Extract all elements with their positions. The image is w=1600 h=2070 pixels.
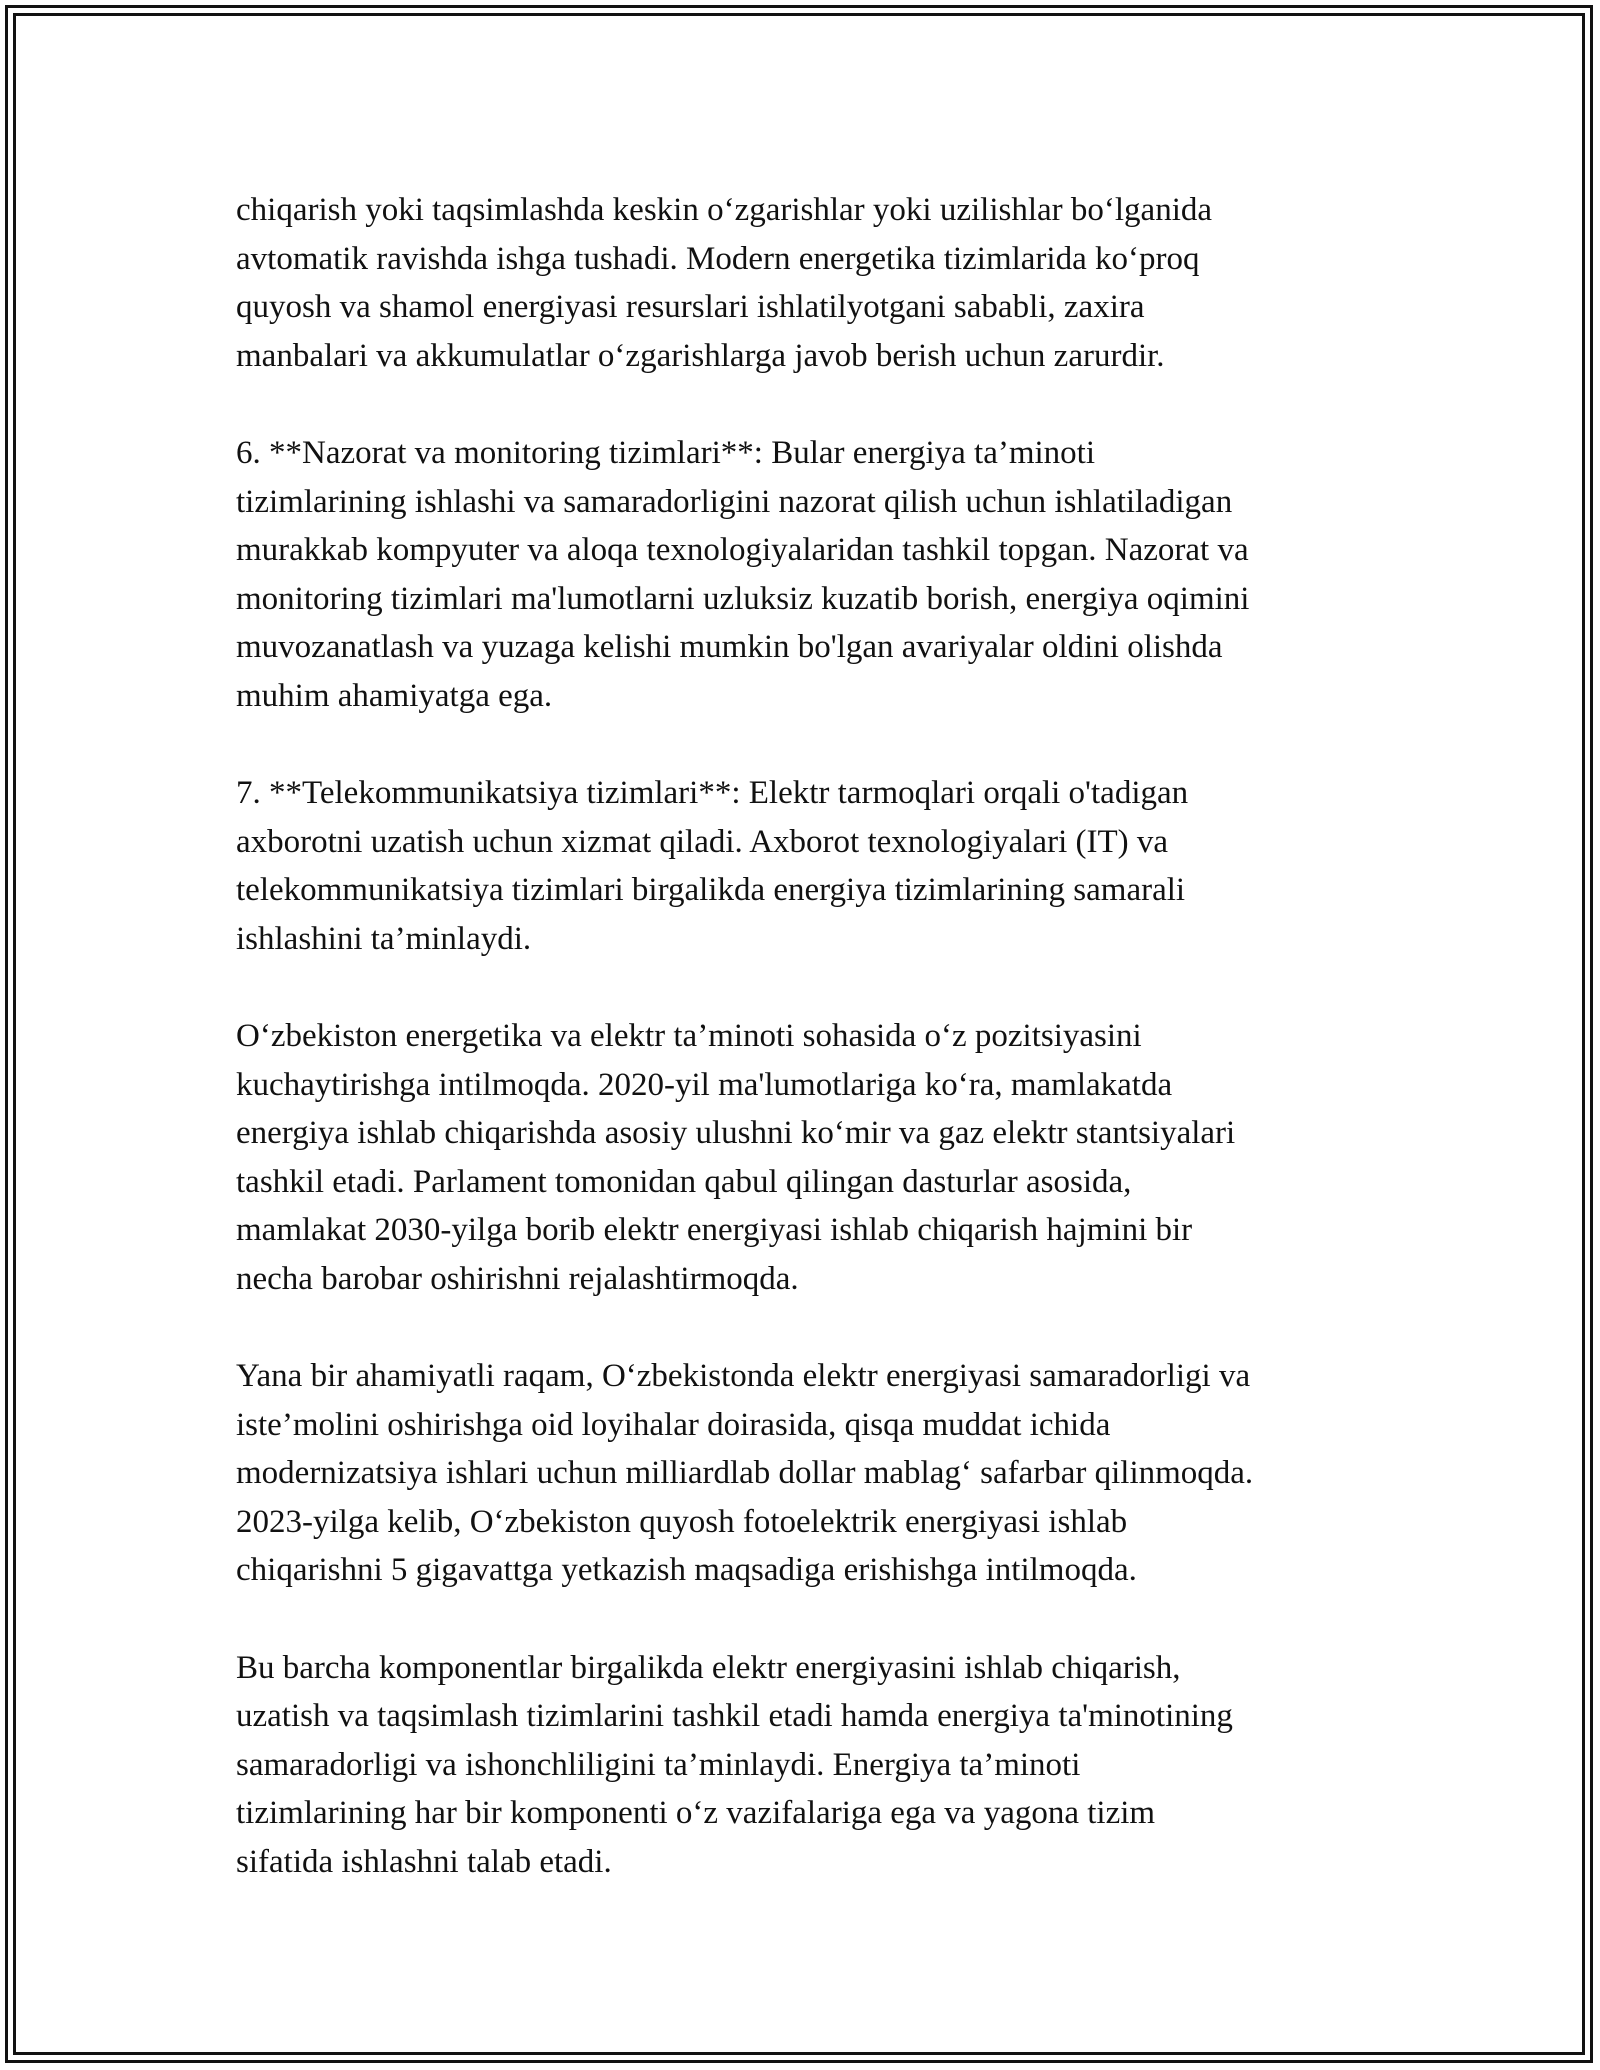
paragraph-uzbekistan-energy <box>236 1012 1386 1303</box>
text-line: chiqarishni 5 gigavattga yetkazish maqsadiga erishishga intilmoqda. <box>236 1552 1137 1588</box>
text-line: murakkab kompyuter va aloqa texnologiyalaridan tashkil topgan. Nazorat va <box>236 532 1249 568</box>
text-line: 7. **Telekommunikatsiya tizimlari**: Elektr tarmoqlari orqali o'tadigan <box>236 775 1189 811</box>
text-line: mamlakat 2030-yilga borib elektr energiyasi ishlab chiqarish hajmini bir <box>236 1212 1193 1248</box>
text-line: kuchaytirishga intilmoqda. 2020-yil ma'lumotlariga ko‘ra, mamlakatda <box>236 1066 1173 1103</box>
text-line: muvozanatlash va yuzaga kelishi mumkin bo'lgan avariyalar oldini olishda <box>236 629 1223 665</box>
text-line: 2023-yilga kelib, O‘zbekiston quyosh fotoelektrik energiyasi ishlab <box>236 1503 1128 1540</box>
text-line: 6. **Nazorat va monitoring tizimlari**: Bular energiya ta’minoti <box>236 435 1095 471</box>
text-line: Bu barcha komponentlar birgalikda elektr energiyasini ishlab chiqarish, <box>236 1649 1181 1686</box>
text-line: uzatish va taqsimlash tizimlarini tashkil etadi hamda energiya ta'minotining <box>236 1698 1233 1734</box>
text-line: monitoring tizimlari ma'lumotlarni uzluksiz kuzatib borish, energiya oqimini <box>236 580 1250 617</box>
paragraph-conclusion <box>236 1644 1386 1887</box>
text-line: Yana bir ahamiyatli raqam, O‘zbekistonda elektr energiyasi samaradorligi va <box>236 1358 1251 1394</box>
text-line: quyosh va shamol energiyasi resurslari ishlatilyotgani sababli, zaxira <box>236 289 1145 325</box>
text-line: tashkil etadi. Parlament tomonidan qabul qilingan dasturlar asosida, <box>236 1163 1132 1200</box>
text-line: energiya ishlab chiqarishda asosiy ulushni ko‘mir va gaz elektr stantsiyalari <box>236 1115 1236 1151</box>
paragraph-efficiency-figures <box>236 1352 1386 1595</box>
paragraph-control-monitoring <box>236 429 1386 720</box>
text-line: modernizatsiya ishlari uchun milliardlab dollar mablag‘ safarbar qilinmoqda. <box>236 1455 1254 1491</box>
text-line: sifatida ishlashni talab etadi. <box>236 1843 612 1880</box>
text-line: samaradorligi va ishonchliligini ta’minlaydi. Energiya ta’minoti <box>236 1746 1081 1783</box>
text-line: telekommunikatsiya tizimlari birgalikda energiya tizimlarining samarali <box>236 872 1186 908</box>
text-line: necha barobar oshirishni rejalashtirmoqda. <box>236 1260 799 1297</box>
text-line: iste’molini oshirishga oid loyihalar doirasida, qisqa muddat ichida <box>236 1406 1111 1443</box>
text-line: muhim ahamiyatga ega. <box>236 677 553 714</box>
text-line: tizimlarining ishlashi va samaradorligini nazorat qilish uchun ishlatiladigan <box>236 483 1233 520</box>
text-line: ishlashini ta’minlaydi. <box>236 920 532 957</box>
text-line: axborotni uzatish uchun xizmat qiladi. Axborot texnologiyalari (IT) va <box>236 823 1169 860</box>
text-line: manbalari va akkumulatlar o‘zgarishlarga javob berish uchun zarurdir. <box>236 337 1165 374</box>
text-line: tizimlarining har bir komponenti o‘z vazifalariga ega va yagona tizim <box>236 1795 1156 1831</box>
text-line: avtomatik ravishda ishga tushadi. Modern energetika tizimlarida ko‘proq <box>236 240 1200 277</box>
text-line: O‘zbekiston energetika va elektr ta’minoti sohasida o‘z pozitsiyasini <box>236 1018 1142 1054</box>
text-line: chiqarish yoki taqsimlashda keskin o‘zgarishlar yoki uzilishlar bo‘lganida <box>236 192 1213 228</box>
paragraph-reserve-sources <box>236 186 1386 380</box>
paragraph-telecommunication <box>236 769 1386 963</box>
document-body <box>236 186 1386 1935</box>
